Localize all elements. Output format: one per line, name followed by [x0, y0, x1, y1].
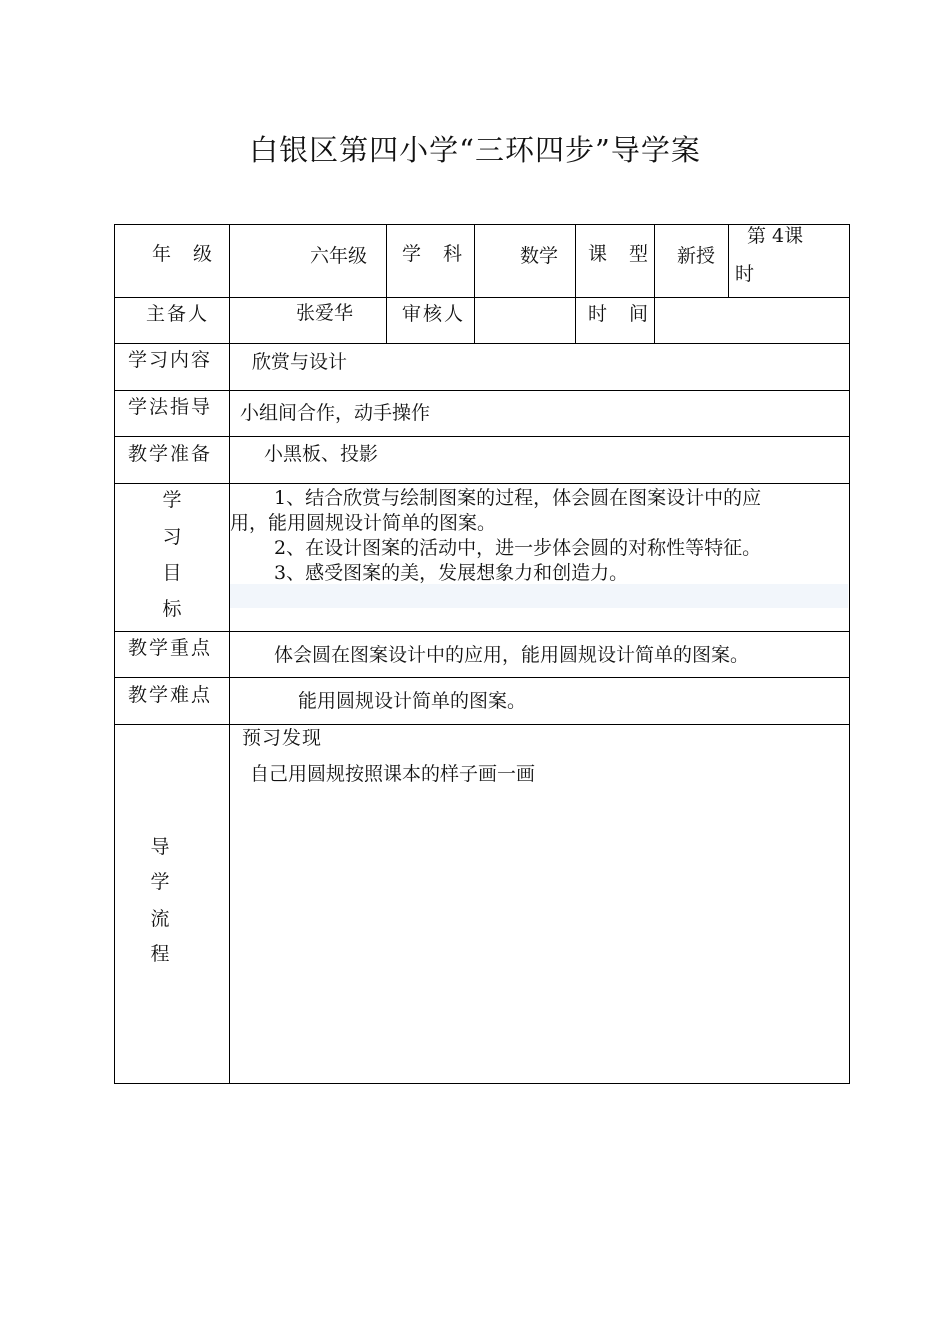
content-label: 学习内容: [128, 349, 213, 371]
method-value: 小组间合作，动手操作: [240, 402, 431, 424]
row-divider: [114, 631, 850, 632]
grade-value: 六年级: [310, 245, 368, 267]
subject-value: 数学: [520, 245, 559, 267]
objectives-label-char: 习: [162, 526, 182, 548]
row-divider: [114, 390, 850, 391]
table-border-left: [114, 224, 115, 1084]
col-divider: [474, 224, 475, 343]
process-heading: 预习发现: [242, 727, 323, 749]
row-divider: [114, 483, 850, 484]
table-border-top: [114, 224, 850, 225]
lesson-number-line2: 时: [735, 263, 755, 285]
subject-label: 学 科: [402, 243, 471, 265]
objectives-label-char: 标: [162, 598, 182, 620]
time-label: 时 间: [588, 303, 657, 325]
col-divider: [728, 224, 729, 297]
objective-line: 2、在设计图案的活动中，进一步体会圆的对称性等特征。: [274, 537, 762, 559]
preparation-value: 小黑板、投影: [264, 443, 379, 465]
reviewer-label: 审核人: [402, 303, 466, 325]
difficulty-label: 教学难点: [128, 684, 213, 706]
preparer-value: 张爱华: [296, 302, 354, 324]
table-border-bottom: [114, 1083, 850, 1084]
page-title: 白银区第四小学“三环四步”导学案: [249, 133, 701, 167]
process-label-char: 程: [150, 943, 170, 965]
preparer-label: 主备人: [146, 303, 210, 325]
objective-line: 1、结合欣赏与绘制图案的过程，体会圆在图案设计中的应: [274, 487, 762, 509]
objectives-label-char: 学: [162, 489, 182, 511]
process-label-char: 流: [150, 908, 170, 930]
row-divider: [114, 677, 850, 678]
objective-line: 3、感受图案的美，发展想象力和创造力。: [274, 562, 629, 584]
key-point-value: 体会圆在图案设计中的应用，能用圆规设计简单的图案。: [274, 644, 750, 666]
lesson-type-value: 新授: [677, 245, 716, 267]
preparation-label: 教学准备: [128, 443, 213, 465]
lesson-type-label: 课 型: [588, 243, 657, 265]
process-label-char: 导: [150, 836, 170, 858]
row-divider: [114, 297, 850, 298]
row-divider: [114, 724, 850, 725]
objectives-shaded-band: [230, 584, 848, 608]
col-divider: [386, 224, 387, 343]
objective-line: 用，能用圆规设计简单的图案。: [230, 512, 497, 534]
lesson-plan-table: [114, 224, 850, 1084]
table-border-right: [849, 224, 850, 1084]
difficulty-value: 能用圆规设计简单的图案。: [298, 690, 527, 712]
lesson-number-line1: 第 4课: [747, 225, 804, 247]
label-column-divider: [229, 224, 230, 1084]
row-divider: [114, 343, 850, 344]
objectives-label-char: 目: [162, 562, 182, 584]
grade-label: 年 级: [152, 243, 221, 265]
content-value: 欣赏与设计: [252, 351, 348, 373]
row-divider: [114, 436, 850, 437]
method-label: 学法指导: [128, 396, 213, 418]
col-divider: [575, 224, 576, 343]
process-text: 自己用圆规按照课本的样子画一画: [250, 763, 536, 785]
objectives-text: [230, 486, 848, 586]
process-label-char: 学: [150, 871, 170, 893]
key-point-label: 教学重点: [128, 637, 213, 659]
